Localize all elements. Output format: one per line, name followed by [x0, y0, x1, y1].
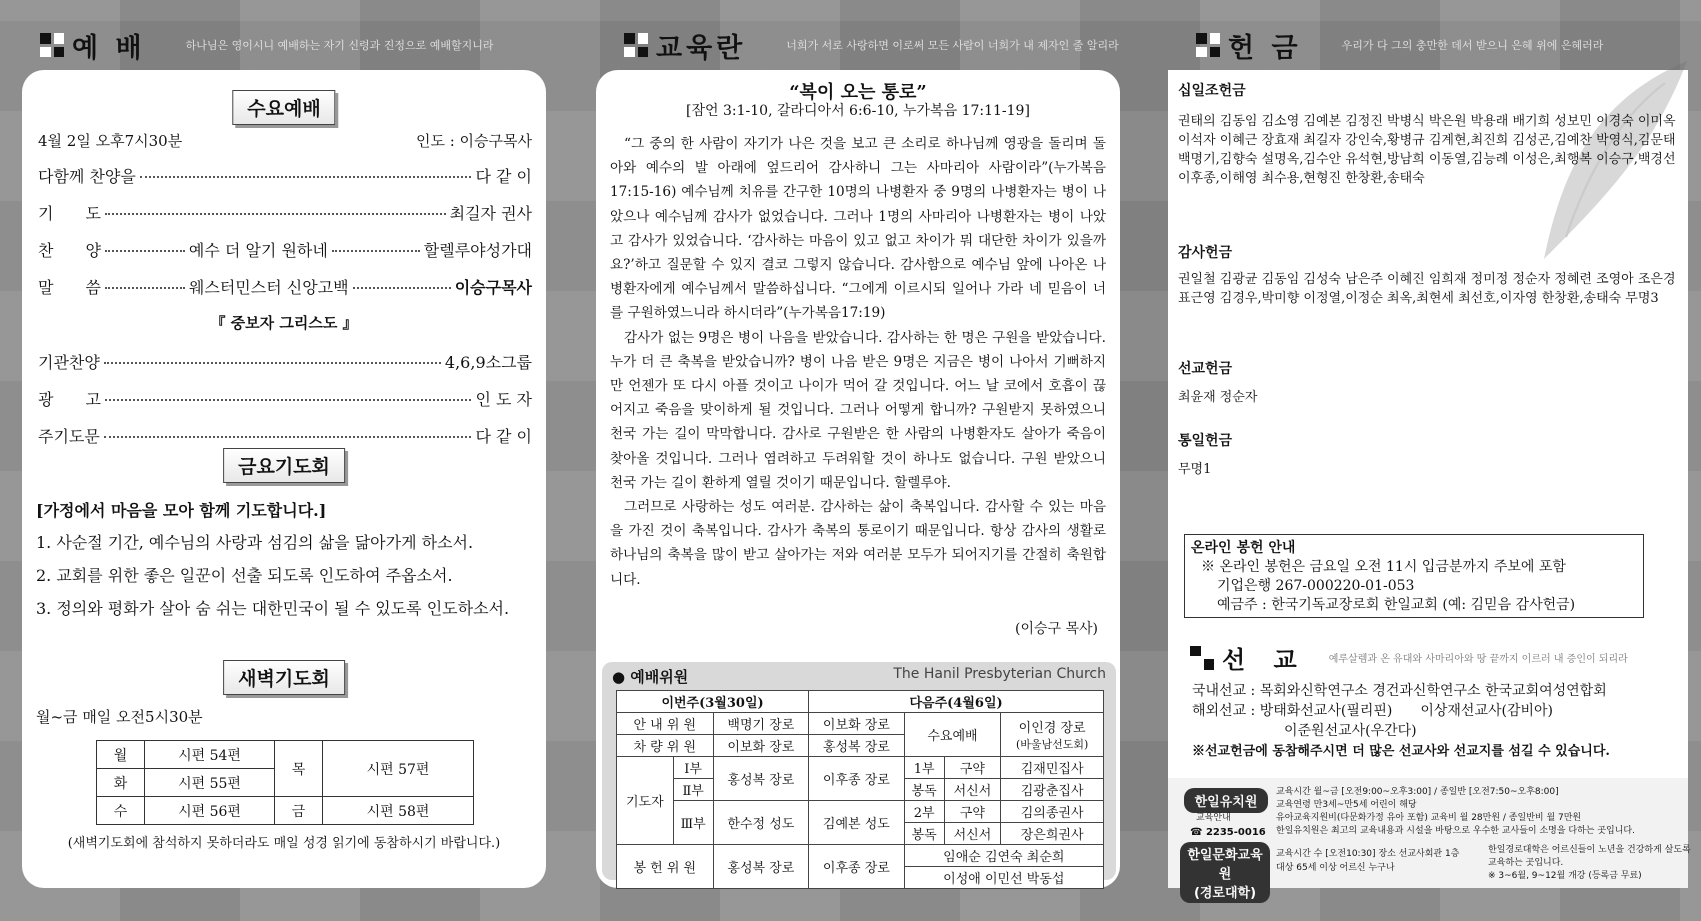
order-value: 인 도 자 [475, 390, 532, 409]
part-cell: 구약 [944, 801, 1001, 823]
role-cell: 기도자 [617, 757, 674, 845]
grid-icon [1196, 33, 1220, 57]
part-cell: Ⅲ부 [673, 801, 713, 845]
education-header [624, 28, 1119, 62]
sermon-paragraph: 그러므로 사랑하는 성도 여러분. 감사하는 삶이 축복입니다. 감사할 수 있는 마음을 가진 것이 축복입니다. 감사가 축복의 통로이기 때문입니다. 항상 감사의 생활로 하나님의 축복을 많이 받고 살아가는 저와 여러분 모두가 되어지기를 간절히 축원합니다. [610, 499, 1106, 588]
order-row [38, 387, 532, 410]
day-cell: 금 [275, 797, 323, 825]
part-cell: 서신서 [944, 779, 1001, 801]
name-cell: 이후종 장로 [809, 757, 905, 801]
order-label: 다함께 찬양을 [38, 167, 136, 186]
education-panel [596, 70, 1120, 888]
grid-icon [1190, 646, 1214, 670]
name-cell: 이인경 장로 (바울남선도회) [1001, 713, 1104, 757]
psalm-table [96, 740, 474, 825]
kindergarten-line: 한일유치원은 최고의 교육내용과 시설을 바탕으로 우수한 교사들이 소명을 다하는 곳입니다. [1276, 826, 1635, 836]
worship-staff-table [616, 690, 1104, 889]
online-title: 온라인 봉헌 안내 [1191, 540, 1296, 556]
order-value: 최길자 권사 [449, 204, 532, 223]
name-cell: 김예본 성도 [809, 801, 905, 845]
part-cell: 서신서 [944, 823, 1001, 845]
order-row [38, 275, 532, 298]
senior-line: 교육시간 수 [오전10:30] 장소 선교사회관 1층 [1276, 849, 1460, 859]
online-holder: 예금주 : 한국기독교장로회 한일교회 (예: 김믿음 감사헌금) [1217, 597, 1576, 613]
institutions-footer [1168, 778, 1691, 901]
name-cell: 김의종권사 [1001, 801, 1104, 823]
day-cell: 수 [97, 797, 145, 825]
name-cell: 이후종 장로 [809, 845, 905, 889]
sermon-paragraph: “그 중의 한 사람이 자기가 나은 것을 보고 큰 소리로 하나님께 영광을 돌리며 돌아와 예수의 발 아래에 엎드리어 감사하니 그는 사마리아 사람이라”(누가복음 17:15-16) 예수님께 치유를 간구한 10명의 나병환자 중 9명의 나병환자는 병이 나았으나 예수님께 감사가 없었습니다. 그러나 1명의 사마리아 나병환자는 병이 나았고 감사가 있었습니다. ‘감사하는 마음이 있고 없고 차이가 뭐 대단한 차이가 있을까요?’하고 질문할 수 있지 결코 그렇지 않습니다. 감사함으로 예수님 앞에 나아온 나병환자에게 예수님께서 말씀하십니다. “그에게 이르시되 일어나 가라 네 믿음이 너를 구원하였느니라 하시더라”(누가복음17:19) [610, 136, 1106, 322]
order-value: 다 같 이 [475, 167, 532, 186]
mission-note: ※선교헌금에 동참해주시면 더 많은 선교사와 선교지를 섬길 수 있습니다. [1192, 744, 1610, 759]
senior-note: 한일경로대학은 어르신들이 노년을 건강하게 살도록 [1488, 845, 1691, 855]
dawn-time: 월~금 매일 오전5시30분 [36, 708, 203, 726]
missions-title: 선 교 [1222, 646, 1307, 674]
grid-icon [40, 33, 64, 57]
missions-header [1190, 640, 1628, 675]
worship-staff-box [602, 662, 1116, 887]
part-cell: 1부 [904, 757, 944, 779]
senior-line: 대상 65세 이상 어르신 누구나 [1276, 863, 1395, 873]
church-name: The Hanil Presbyterian Church [893, 666, 1106, 682]
name-cell: 홍성복 장로 [713, 845, 809, 889]
mission-offering-title: 선교헌금 [1178, 361, 1233, 377]
wednesday-datetime: 4월 2일 오후7시30분 [38, 132, 183, 150]
senior-note: ※ 3~6월, 9~12월 개강 (등록금 무료) [1488, 871, 1642, 881]
order-middle: 예수 더 알기 원하네 [188, 241, 328, 260]
sermon-reference: [잠언 3:1-10, 갈라디아서 6:6-10, 누가복음 17:11-19] [686, 103, 1030, 119]
mission-offering-names: 최윤재 정순자 [1178, 390, 1258, 405]
psalm-cell: 시편 57편 [323, 741, 474, 797]
missions-verse: 예루살렘과 온 유대와 사마리아와 땅 끝까지 이르러 내 증인이 되리라 [1328, 654, 1628, 665]
worship-panel [22, 70, 546, 888]
part-cell: 봉독 [904, 823, 944, 845]
prayer-item: 2. 교회를 위한 좋은 일꾼이 선출 되도록 인도하여 주옵소서. [36, 566, 453, 585]
grid-icon [624, 33, 648, 57]
kindergarten-line: 유아교육지원비(다문화가정 유아 포함) 교육비 월 28만원 / 종일반비 월 7만원 [1276, 813, 1582, 823]
order-value: 다 같 이 [475, 427, 532, 446]
sermon-body [610, 132, 1106, 592]
tithe-names: 권태의 김동임 김소영 김예본 김정진 박병식 박은원 박용래 배기희 성보민 이경숙 이미옥 이석자 이혜근 장효재 최길자 강인숙,황병규 김계현,최진희 김성곤,김예찬 박영식,김문태 백명기,김향숙 설명옥,김수안 유석현,방남희 이동열,김능례 이성은,최행복 이승구,백경선 이후종,이해영 최수용,현형진 한창환,송태숙 [1178, 114, 1676, 186]
worship-staff-title: ● 예배위원 [612, 668, 689, 686]
offering-header-verse: 우리가 다 그의 충만한 데서 받으니 은혜 위에 은혜러라 [1341, 39, 1604, 52]
missions-list [1192, 680, 1680, 760]
name-cell: 홍성복 장로 [713, 757, 809, 801]
senior-college-badge [1180, 842, 1270, 903]
day-cell: 월 [97, 741, 145, 769]
sermon-title: “복이 오는 통로” [789, 82, 927, 103]
order-value: 이승구목사 [454, 278, 532, 297]
dawn-note: (새벽기도회에 참석하지 못하더라도 매일 성경 읽기에 동참하시기 바랍니다.) [67, 836, 501, 851]
unity-title: 통일헌금 [1178, 433, 1233, 449]
order-label: 기 도 [38, 204, 101, 223]
psalm-cell: 시편 55편 [145, 769, 275, 797]
kindergarten-line: 교육연령 만3세~만5세 어린이 해당 [1276, 800, 1417, 810]
part-cell: 2부 [904, 801, 944, 823]
order-row [38, 238, 532, 261]
worship-staff-header [612, 666, 1106, 687]
name-cell: 홍성복 장로 [809, 735, 905, 757]
name-cell: 김광춘집사 [1001, 779, 1104, 801]
offering-header-title: 헌 금 [1228, 32, 1302, 64]
worship-header-title: 예 배 [72, 32, 146, 64]
role-cell: 차 량 위 원 [617, 735, 714, 757]
thanks-title: 감사헌금 [1178, 245, 1233, 261]
mission-overseas-2: 이준원선교사(우간다) [1284, 723, 1417, 739]
dawn-title: 새벽기도회 [223, 660, 345, 695]
psalm-cell: 시편 54편 [145, 741, 275, 769]
friday-heading: [가정에서 마음을 모아 함께 기도합니다.] [36, 501, 327, 520]
senior-badge-line: 한일문화교육원 [1187, 848, 1263, 882]
name-cell: 이보화 장로 [713, 735, 809, 757]
worship-header-verse: 하나님은 영이시니 예배하는 자기 신령과 진정으로 예배할지니라 [185, 39, 494, 52]
prayer-list [36, 530, 536, 629]
name-cell: 이보화 장로 [809, 713, 905, 735]
senior-note: 교육하는 곳입니다. [1488, 858, 1564, 868]
part-cell: Ⅱ부 [673, 779, 713, 801]
order-label: 광 고 [38, 390, 101, 409]
role-cell: 안 내 위 원 [617, 713, 714, 735]
sermon-subtitle: 『 중보자 그리스도 』 [210, 314, 358, 332]
order-middle: 웨스터민스터 신앙고백 [188, 278, 349, 297]
role-cell: 봉 헌 위 원 [617, 845, 714, 889]
wednesday-leader: 인도 : 이승구목사 [415, 132, 532, 150]
online-offering-box [1184, 534, 1644, 618]
kindergarten-sub: 교육안내 [1196, 813, 1231, 823]
order-value: 할렐루야성가대 [423, 241, 532, 260]
day-cell: 목 [275, 741, 323, 797]
name-cell: 한수정 성도 [713, 801, 809, 845]
kindergarten-phone: ☎ 2235-0016 [1190, 827, 1266, 838]
wednesday-info [38, 130, 532, 151]
part-cell: 봉독 [904, 779, 944, 801]
kindergarten-badge: 한일유치원 [1184, 788, 1268, 813]
name-cell: 임애순 김연숙 최순희 [904, 845, 1103, 867]
order-row [38, 424, 532, 447]
psalm-cell: 시편 58편 [323, 797, 474, 825]
order-label: 찬 양 [38, 241, 101, 260]
day-cell: 화 [97, 769, 145, 797]
kindergarten-line: 교육시간 월~금 [오전9:00~오후3:00] / 종일반 [오전7:50~오후8:00] [1276, 787, 1559, 797]
order-row [38, 164, 532, 187]
name-cell: 장은희권사 [1001, 823, 1104, 845]
this-week-header: 이번주(3월30일) [617, 691, 809, 713]
order-label: 말 씀 [38, 278, 101, 297]
thanks-names: 권일철 김광균 김동임 김성숙 남은주 이혜진 임희재 정미정 정순자 정혜련 조영아 조은경 표근영 김경우,박미향 이정열,이정순 최옥,최현세 최선호,이자영 한창환,송태숙 무명3 [1178, 272, 1676, 306]
tithe-title: 십일조헌금 [1178, 83, 1246, 99]
name-cell: 백명기 장로 [713, 713, 809, 735]
wednesday-title: 수요예배 [232, 90, 335, 125]
name-cell: 이성애 이민선 박동섭 [904, 867, 1103, 889]
sermon-paragraph: 감사가 없는 9명은 병이 나음을 받았습니다. 감사하는 한 명은 구원을 받았습니다. 누가 더 큰 축복을 받았습니까? 병이 나음 받은 9명은 지금은 병이 나아서 기뻐하지만 언젠가 또 다시 아플 것이고 나이가 먹어 갈 것입니다. 어느 날 코에서 호흡이 끊어지고 죽음을 맞이하게 될 것입니다. 그러나 어떻게 합니까? 구원받지 못하였으니 천국 가는 길이 막막합니다. 감사로 구원받은 한 사람의 나병환자도 살아가 죽음이 찾아올 것입니다. 그러나 염려하고 두려워할 것이 하나도 없습니다. 구원 받았으니 천국 가는 길이 환하게 열릴 것이기 때문입니다. 할렐루야. [610, 329, 1106, 491]
mission-overseas: 해외선교 : 방태화선교사(필리핀) 이상재선교사(감비아) [1192, 703, 1553, 719]
order-label: 주기도문 [38, 427, 100, 446]
order-value: 4,6,9소그룹 [444, 353, 532, 372]
order-label: 기관찬양 [38, 353, 100, 372]
online-bank: 기업은행 267-000220-01-053 [1217, 578, 1415, 594]
online-note: ※ 온라인 봉헌은 금요일 오전 11시 입금분까지 주보에 포함 [1201, 559, 1566, 575]
prayer-item: 3. 정의와 평화가 살아 숨 쉬는 대한민국이 될 수 있도록 인도하소서. [36, 599, 510, 618]
order-row [38, 201, 532, 224]
friday-title: 금요기도회 [223, 448, 345, 483]
offering-panel [1168, 70, 1691, 901]
mission-domestic: 국내선교 : 목회와신학연구소 경건과신학연구소 한국교회여성연합회 [1192, 683, 1607, 699]
worship-header [40, 28, 493, 62]
part-cell: Ⅰ부 [673, 757, 713, 779]
name-cell: 김재민집사 [1001, 757, 1104, 779]
sermon-author: (이승구 목사) [1015, 621, 1098, 637]
order-row [38, 350, 532, 373]
role-cell: 수요예배 [904, 713, 1001, 757]
education-header-title: 교육란 [656, 32, 747, 64]
part-cell: 구약 [944, 757, 1001, 779]
prayer-item: 1. 사순절 기간, 예수님의 사랑과 섬김의 삶을 닮아가게 하소서. [36, 533, 474, 552]
next-week-header: 다음주(4월6일) [809, 691, 1104, 713]
unity-names: 무명1 [1178, 462, 1212, 477]
education-header-verse: 너희가 서로 사랑하면 이로써 모든 사람이 너희가 내 제자인 줄 알리라 [786, 39, 1119, 52]
senior-badge-line: (경로대학) [1193, 886, 1257, 901]
psalm-cell: 시편 56편 [145, 797, 275, 825]
